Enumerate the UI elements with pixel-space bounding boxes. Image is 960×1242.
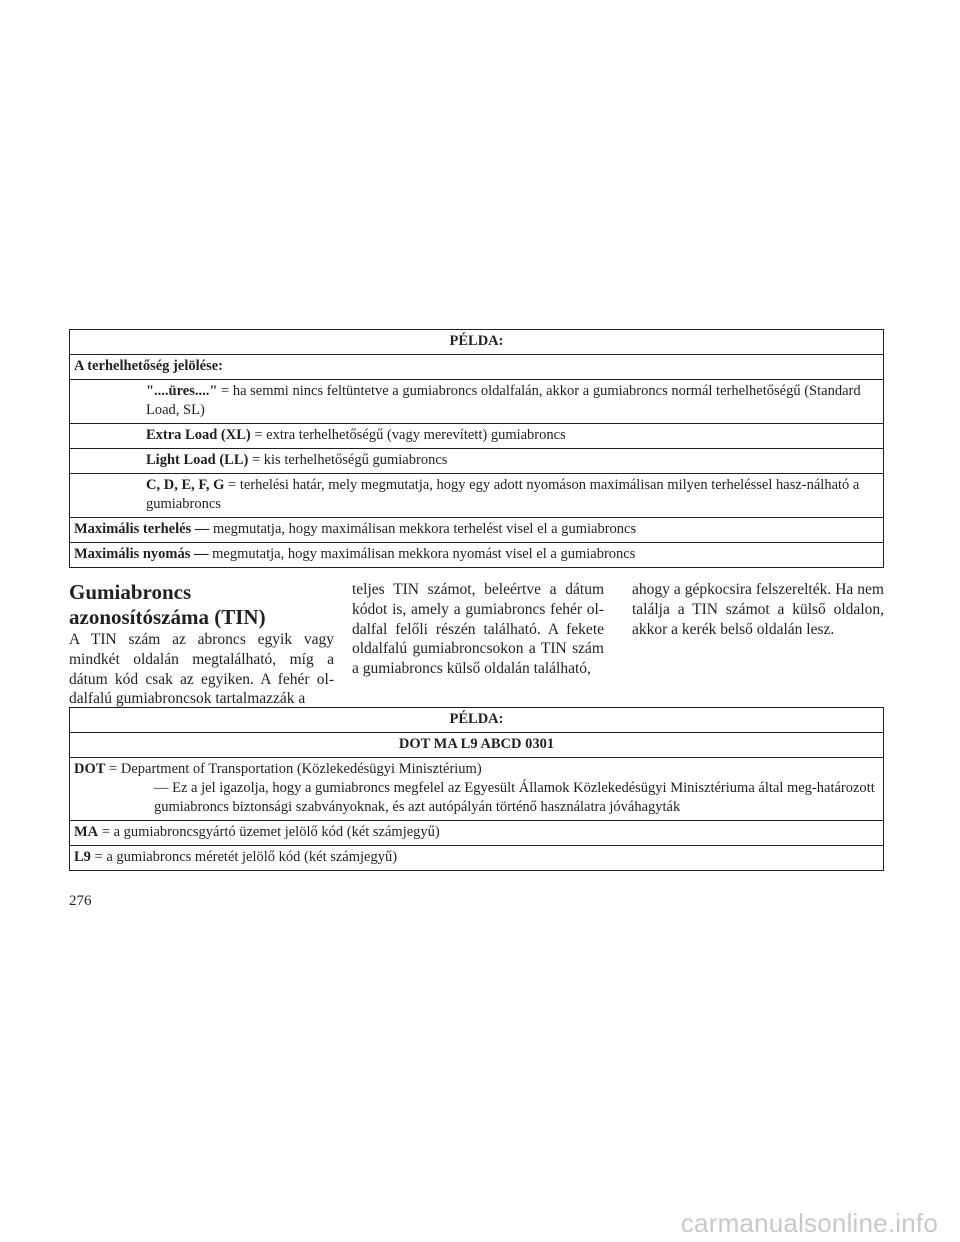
term: "....üres....": [146, 383, 218, 399]
term: MA: [74, 824, 99, 840]
tin-code: DOT MA L9 ABCD 0301: [70, 733, 883, 758]
table-row-ma: [70, 821, 883, 846]
table-row-empty: [70, 380, 883, 424]
table-row-xl: [70, 424, 883, 449]
description: = a gumiabroncs méretét jelölő kód (két számjegyű): [94, 849, 398, 865]
table-row-l9: [70, 846, 883, 871]
table-row-max-pressure: [70, 543, 883, 568]
load-marking-title: A terhelhetőség jelölése:: [70, 355, 883, 380]
term: DOT: [74, 761, 106, 777]
table-row-ll: [70, 449, 883, 474]
description: = terhelési határ, mely megmutatja, hogy egy adott nyomáson maximálisan milyen terheléssel hasz-nálható a gumiabroncs: [146, 477, 860, 512]
description: megmutatja, hogy maximálisan mekkora nyomást visel el a gumiabroncs: [212, 546, 636, 562]
description: = Department of Transportation (Közlekedésügyi Minisztérium): [109, 761, 482, 777]
term: Extra Load (XL): [146, 427, 251, 443]
description: = extra terhelhetőségű (vagy merevített) gumiabroncs: [254, 427, 566, 443]
section-heading: Gumiabroncs azonosítószáma (TIN): [69, 580, 266, 629]
description: = a gumiabroncsgyártó üzemet jelölő kód (két számjegyű): [101, 824, 440, 840]
dot-note: — Ez a jel igazolja, hogy a gumiabroncs megfelel az Egyesült Államok Közlekedésügyi Minisztériuma által meg-határozott gumiabroncs biztonsági szabványoknak, és azt autópályán történő használatra jóváhagyták: [154, 780, 875, 815]
term: C, D, E, F, G: [146, 477, 225, 493]
description: = kis terhelhetőségű gumiabroncs: [251, 452, 448, 468]
table-row-dot: [70, 758, 883, 821]
load-example-table: [69, 329, 884, 568]
term: Light Load (LL): [146, 452, 249, 468]
table-header: PÉLDA:: [70, 708, 883, 733]
table-row-load-range: [70, 474, 883, 518]
description: = ha semmi nincs feltüntetve a gumiabroncs oldalfalán, akkor a gumiabroncs normál terhelhetőségű (Standard Load, SL): [146, 383, 861, 418]
watermark-logo: carmanualsonline.info: [680, 1208, 938, 1238]
tin-example-table: [69, 707, 884, 871]
text-column-3: ahogy a gépkocsira felszerelték. Ha nem találja a TIN számot a külső oldalon, akkor a kerék belső oldalán lesz.: [632, 581, 884, 638]
table-row-max-load: [70, 518, 883, 543]
term: L9: [74, 849, 91, 865]
text-column-1: A TIN szám az abroncs egyik vagy mindkét oldalán megtalálható, míg a dátum kód csak az egyiken. A fehér ol-dalfalú gumiabroncsok tartalmazzák a: [69, 631, 334, 708]
page-number: 276: [69, 893, 92, 909]
text-column-2: teljes TIN számot, beleértve a dátum kódot is, amely a gumiabroncs fehér ol-dalfal felőli részén található. A fekete oldalfalú gumiabroncsokon a TIN szám a gumiabroncs külső oldalán található,: [352, 581, 604, 678]
term: Maximális terhelés —: [74, 521, 210, 537]
table-header: PÉLDA:: [70, 330, 883, 355]
term: Maximális nyomás —: [74, 546, 209, 562]
description: megmutatja, hogy maximálisan mekkora terhelést visel el a gumiabroncs: [212, 521, 637, 537]
